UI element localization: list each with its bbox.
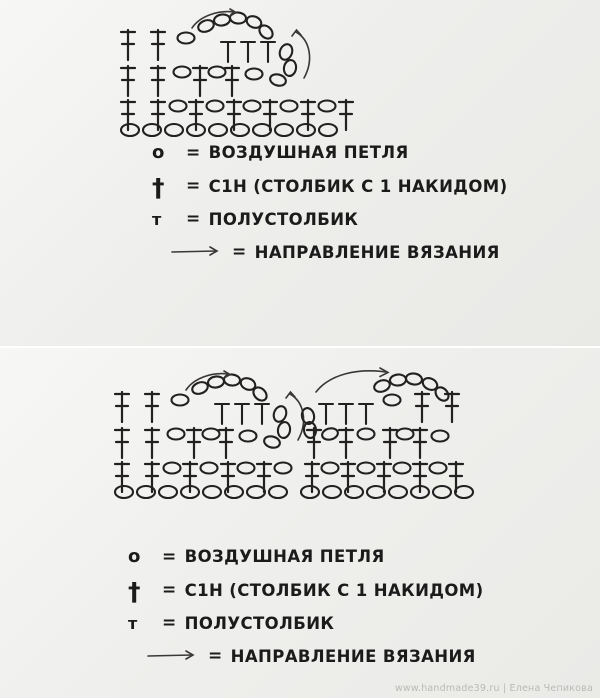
single-motif-chart-photo bbox=[0, 0, 600, 346]
legend-label-double-crochet: С1Н bbox=[184, 580, 224, 600]
chain-stitch-icon: o bbox=[152, 142, 165, 163]
legend-label-double-crochet: С1Н bbox=[208, 176, 248, 196]
legend-item-double-crochet bbox=[152, 173, 508, 202]
legend-item-double-crochet bbox=[128, 577, 484, 606]
legend-label-double-crochet-detail: (СТОЛБИК С 1 НАКИДОМ) bbox=[229, 580, 484, 600]
legend-equals: = bbox=[186, 176, 201, 196]
chart-row-1 bbox=[115, 392, 304, 440]
chart-row-2-top bbox=[121, 66, 287, 96]
legend-equals: = bbox=[186, 209, 201, 229]
legend-label-direction: НАПРАВЛЕНИЕ ВЯЗАНИЯ bbox=[230, 646, 476, 666]
legend-label-chain: ВОЗДУШНАЯ ПЕТЛЯ bbox=[184, 547, 385, 566]
chart-row-2 bbox=[307, 427, 449, 458]
chart-row-1-top bbox=[121, 30, 310, 78]
half-double-crochet-icon: т bbox=[152, 209, 162, 229]
direction-arrow-icon bbox=[170, 245, 226, 257]
chart-foundation-chain bbox=[301, 486, 473, 498]
double-motif-chart-photo bbox=[0, 348, 600, 698]
legend-item-half-double-crochet bbox=[152, 209, 508, 229]
chart-row-top-arc bbox=[186, 371, 269, 403]
watermark: www.handmade39.ru | Елена Чепикова bbox=[394, 683, 593, 694]
chart-foundation-chain bbox=[115, 486, 287, 498]
legend-equals: = bbox=[232, 242, 247, 262]
double-crochet-icon: † bbox=[128, 577, 141, 606]
double-crochet-icon: † bbox=[152, 173, 165, 202]
legend-item-chain bbox=[128, 546, 484, 567]
chart-row-2 bbox=[115, 428, 281, 458]
legend-label-half-double-crochet: ПОЛУСТОЛБИК bbox=[208, 209, 359, 229]
legend-label-chain: ВОЗДУШНАЯ ПЕТЛЯ bbox=[208, 143, 409, 162]
chart-foundation-chain-top bbox=[121, 124, 337, 136]
direction-arrow-icon bbox=[146, 649, 202, 661]
legend-item-direction bbox=[146, 646, 484, 666]
legend-label-direction: НАПРАВЛЕНИЕ ВЯЗАНИЯ bbox=[254, 242, 500, 262]
legend-equals: = bbox=[208, 646, 223, 666]
chain-stitch-icon: o bbox=[128, 546, 141, 567]
legend-label-half-double-crochet: ПОЛУСТОЛБИК bbox=[184, 613, 335, 633]
crochet-chart-top bbox=[118, 8, 458, 138]
legend-bottom bbox=[128, 546, 484, 679]
legend-equals: = bbox=[162, 546, 177, 567]
chart-svg-bottom-right bbox=[300, 370, 490, 502]
legend-item-chain bbox=[152, 142, 508, 163]
half-double-crochet-icon: т bbox=[128, 613, 138, 633]
legend-equals: = bbox=[186, 142, 201, 163]
crochet-chart-bottom-left bbox=[112, 370, 312, 502]
legend-top bbox=[152, 142, 508, 275]
chart-svg-bottom-left bbox=[112, 370, 312, 502]
legend-label-double-crochet-detail: (СТОЛБИК С 1 НАКИДОМ) bbox=[253, 176, 508, 196]
legend-item-direction bbox=[170, 242, 508, 262]
legend-item-half-double-crochet bbox=[128, 613, 484, 633]
chart-row-3 bbox=[305, 462, 463, 492]
chart-row-top-arc bbox=[192, 9, 275, 41]
chart-svg-top bbox=[118, 8, 458, 138]
legend-equals: = bbox=[162, 580, 177, 600]
legend-equals: = bbox=[162, 613, 177, 633]
crochet-chart-bottom-right bbox=[300, 370, 490, 502]
